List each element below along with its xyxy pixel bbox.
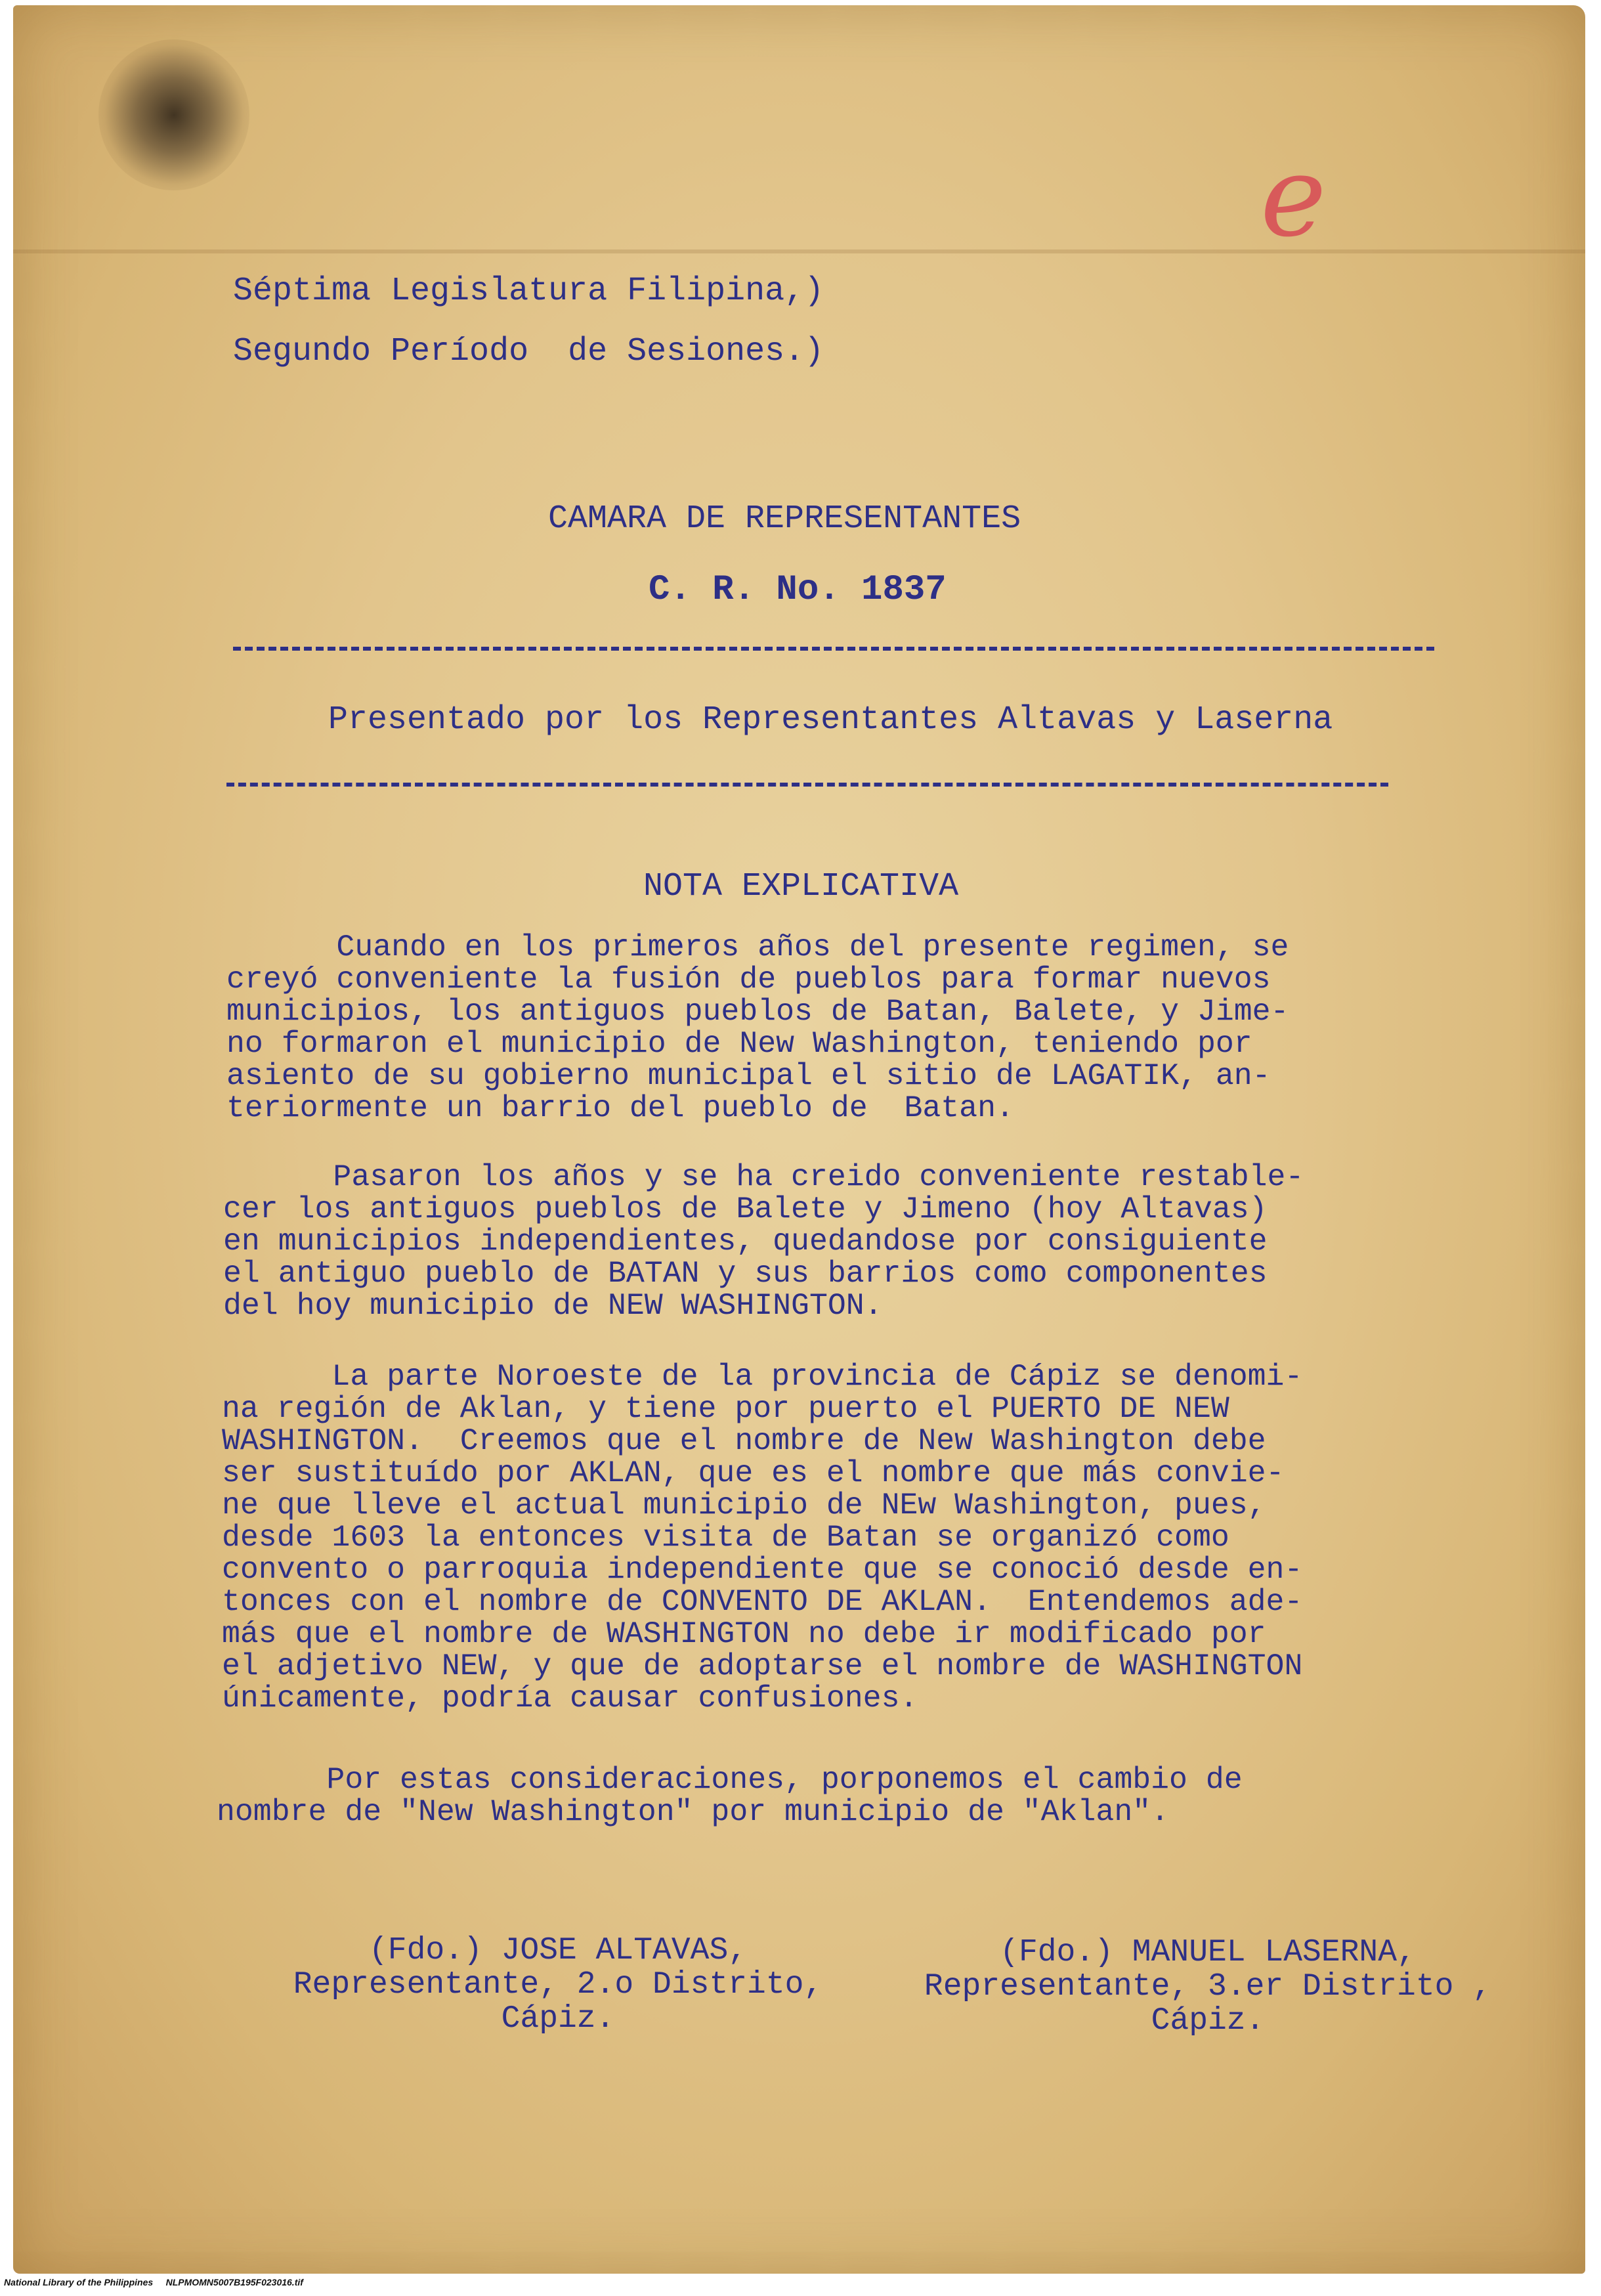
paper-fold-line — [13, 249, 1585, 253]
section-title: NOTA EXPLICATIVA — [643, 868, 959, 905]
signature-province: Cápiz. — [1151, 2003, 1265, 2039]
presented-by-line: Presentado por los Representantes Altavas y Laserna — [328, 701, 1333, 739]
legislature-line: Séptima Legislatura Filipina,) — [233, 272, 824, 310]
paragraph-1: Cuando en los primeros años del presente regimen, se creyó conveniente la fusión de pueblos para formar nuevos municipios, los antiguos pueblos de Batan, Balete, y Jime- no formaron el municipio de New Washington, teniendo por asiento de su gobierno municipal el sitio de LAGATIK, an- teriormente un barrio del pueblo de Batan. — [226, 930, 1289, 1125]
footer-source: National Library of the Philippines — [4, 2277, 154, 2287]
dashed-divider-top — [233, 647, 1434, 651]
chamber-title: CAMARA DE REPRESENTANTES — [548, 500, 1021, 538]
signature-title: Representante, 3.er Distrito , — [924, 1969, 1492, 2004]
paragraph-2: Pasaron los años y se ha creido conveniente restable- cer los antiguos pueblos de Balete y Jimeno (hoy Altavas) en municipios independientes, quedandose por consiguiente el antiguo pueblo de BATAN y sus barrios como componentes del hoy municipio de NEW WASHINGTON. — [223, 1159, 1304, 1323]
paragraph-3: La parte Noroeste de la provincia de Cápiz se denomi- na región de Aklan, y tiene por puerto el PUERTO DE NEW WASHINGTON. Creemos que el nombre de New Washington debe ser sustituído por AKLAN, que es el nombre que más convie- ne que lleve el actual municipio de NEw Washington, pues, desde 1603 la entonces visita de Batan se organizó como convento o parroquia independiente que se conoció desde en- tonces con el nombre de CONVENTO DE AKLAN. Entendemos ade- más que el nombre de WASHINGTON no debe ir modificado por el adjetivo NEW, y que de adoptarse el nombre de WASHINGTON únicamente, podría causar confusiones. — [222, 1359, 1303, 1716]
paragraph-4: Por estas consideraciones, porponemos el cambio de nombre de "New Washington" por municipio de "Aklan". — [217, 1762, 1243, 1829]
legislature-header — [233, 261, 824, 382]
session-line: Segundo Período de Sesiones.) — [233, 333, 824, 370]
ink-stain — [98, 39, 249, 190]
bill-number: C. R. No. 1837 — [649, 570, 947, 610]
signature-title: Representante, 2.o Distrito, — [293, 1967, 823, 2003]
signature-block-altavas — [263, 1934, 853, 2036]
signature-block-laserna — [912, 1936, 1503, 2038]
signature-name: (Fdo.) MANUEL LASERNA, — [1000, 1935, 1416, 1970]
dashed-divider-bottom — [226, 783, 1388, 787]
archive-footer — [4, 2277, 303, 2287]
signature-name: (Fdo.) JOSE ALTAVAS, — [368, 1933, 748, 1968]
red-margin-mark: e — [1260, 132, 1327, 262]
footer-file: NLPMOMN5007B195F023016.tif — [165, 2277, 303, 2287]
signature-province: Cápiz. — [501, 2001, 615, 2037]
